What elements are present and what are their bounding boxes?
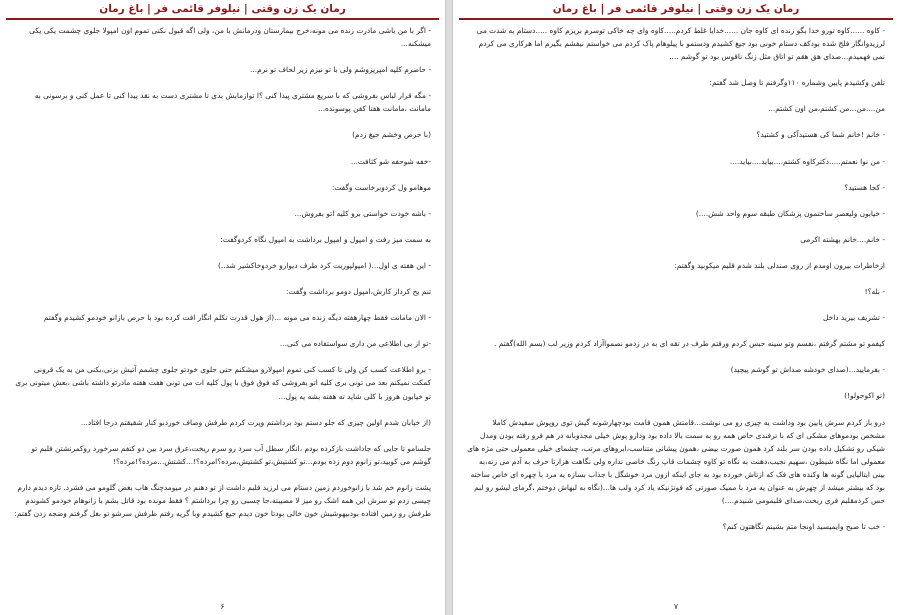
paragraph: - مگه قرار لباس بفروشی که با سریع مشتری پیدا کنی ؟ا توازمایش بدی تا مشتری دست به نقد پیدا کنی تا عمل کنی و برسونی به مامانت ،مامانت هفتا کفن پوسونده... [34, 91, 431, 114]
paragraph-gap [467, 324, 885, 337]
paragraph-gap [467, 168, 885, 181]
paragraph: (از خیابان شدم اولین چیزی که جلو دستم بود برداشتم وپرت کردم طرفش وصاف خوردبو کنار شقیقتم درجا افتاد... [80, 417, 431, 427]
paragraph-gap [467, 63, 885, 76]
paragraph: - الان مامانت فقط چهارهفته دیگه زنده می مونه ...(از هول قدرت تکلم انگار افت کرده بود با حرص بازانو خودمو کشیدم وگفتم [43, 313, 431, 323]
paragraph-gap [14, 220, 431, 233]
header-rule [459, 18, 893, 20]
paragraph-gap [14, 298, 431, 311]
paragraph: ازخاطرات بیرون اومدم از روی صندلی بلند شدم قلبم میکوبید وگفتم: [674, 260, 885, 270]
page-header: رمان یک زن وقتی | نیلوفر قائمی فر | باغ رمان [99, 3, 346, 15]
paragraph: -خفه شوحفه شو کثافت... [350, 156, 431, 166]
paragraph: - خانم !خانم شما کی هستیدآکی و کشتید؟ [756, 130, 885, 140]
paragraph: - من نوا نعمتم.....دکترکاوه کشتم....بیاید....بیاید.... [729, 156, 885, 166]
page-body [14, 24, 431, 591]
paragraph-gap [467, 89, 885, 102]
header-rule [6, 18, 439, 20]
paragraph-gap [14, 246, 431, 259]
paragraph: - تشریف بیرید داخل [823, 313, 885, 323]
paragraph-gap [14, 168, 431, 181]
document-page-left [0, 0, 446, 615]
paragraph-gap [467, 272, 885, 285]
paragraph-gap [14, 194, 431, 207]
paragraph: - باشه خودت خواستی برو کلیه اتو بفروش... [294, 208, 431, 218]
page-body [467, 24, 885, 591]
paragraph: کیفمو تو مشتم گرفتم ،نفسم وتو سینه حبس کردم ورفتم طرف در تقه ای به در زدمو نصمواآزاد کردم وزیر لب (بسم الله)گفتم . [494, 339, 885, 349]
paragraph: - خانم....خانم بهشته اکرمی [800, 234, 885, 244]
paragraph: جلسامو تا جایی که جاداشت بازکرده بودم ،انگار سطل آب سرد رو سرم ریخت،عرق سرد بین دو کتفم سرخورد روکمرنشتن قلبم تو گوشم می کوبید،تو زانوم دوم زده بودم...تو کشتیش،تو کشتیش،مرده؟امرده؟!...کشتش...مرده؟!مرده؟! [31, 443, 431, 466]
paragraph: - بفرمایید...(صدای خودشه صداش تو گوشم پیچید) [730, 365, 885, 375]
paragraph: موهامو ول کردوبرخاست وگفت: [331, 182, 431, 192]
paragraph-gap [14, 403, 431, 416]
paragraph-gap [14, 429, 431, 442]
paragraph-gap [14, 115, 431, 128]
paragraph-gap [467, 350, 885, 363]
paragraph: - اگر با من باشی مادرت زنده می مونه،خرج بیمارستان ودرمانش با من، ولی اگه قبول نکنی تموم اون امپولا جلوی چشمت یکی یکی میشکنه... [29, 26, 431, 49]
paragraph-gap [14, 468, 431, 481]
paragraph: درو باز کردم سرش پایین بود وداشت یه چیزی رو می نوشت...قامتش همون قامت بودچهارشونه گیش توی روپوش سفیدش کاملا مشخص بودموهای مشکی ای که با ترفندی خاص همه رو به سمت بالا داده بود ودارو پوش خیلی مجذوبانه در هم فرو رفته بودن ومدل شیکی رو تشکیل داده بودن سر بلند کرد همون صورت بیضی ،همون پیشانی متناسب،ابروهای مرتب، چشمای خیلی معمولی حتی مژه های معمولی اما نگاه شیطون ،سهیم نجیب،دهنت به نگاه تو کاوه چشمات قاپ رنگ خاصی نداره ولی نگاهت هزارتا حرف به آدم می زنه،به بینی ایتالیایی گونه ها وکنده های فک که ازتاش خورده بود به جای اینکه ازون مرد خوشگل با جذاب بسازه یه مرد با چهره ای خاص ساخته بود که بیشتر میشد از چهرش به عنوان یه مرد با ممیک صورتی که فوتژنیکه یاد کرد ولب ها...(نگاه به لبهاش دوختم ،گرمای لبشو رو لبم حس کردمقلبم فری ریخت،صدای قلبمومی شنیدم....) [467, 417, 885, 506]
paragraph: - حاضرم کلیه امپریزوشم ولی با تو نیزم زیر لحاف تو نرم... [250, 65, 431, 75]
paragraph: - کاوه ......کاوه تورو خدا یگو زنده ای کاوه جان ......خدایا غلط کردم.....کاوه وای چه خاکی توسرم بریزم کاوه .....دستام به شدت می لرزیدوانگار فلج شده بودکف دستام خونی بود جیغ کشیدم ودستمو با پیلوهام پاک کردم می خواستم نیفشم بگیرم اما هرکاری می کردم نمی فهمیدم...صدای هق هقم تو اتاق مثل زنگ ناقوس بود تو گوشم .... [476, 26, 885, 62]
paragraph-gap [467, 403, 885, 416]
paragraph-gap [14, 50, 431, 63]
paragraph: - برو اطلاعت کسب کن ولی تا کسب کنی تموم امپولارو میشکنم حتی جلوی خودتو جلوی چشمم آتیش بزنی،بکنی من به یک قرونی کمکت نمیکنم بعد می تونی بری کلیه اتو بفروشی که فوق فوق با پول کلیه ات می تونی هفت هفته مادرتو داشته باشی ،بعش میتونی بری تو خیابون هروز با کلی شاید ته هفته بشه یه پول... [15, 365, 431, 401]
paragraph: (با حرص وخشم جیغ زدم) [352, 130, 431, 140]
paragraph-gap [467, 376, 885, 389]
paragraph-gap [467, 220, 885, 233]
paragraph: - خب تا صبح وایمیسید اونجا متم بشینم نگاهتون کنم؟ [722, 522, 885, 532]
paragraph-gap [467, 246, 885, 259]
paragraph-gap [14, 76, 431, 89]
paragraph: پشت زانوم خم شد با زانوخوردم زمین دستام می لرزید قلبم داشت از تو دهنم در میومدچنگ هاب بغض گلومو می فشرد. تازه دیدم دارم چیسی زدم تو سرش این همه اشک رو میز لا مصیبته،جا چسبی رو چرا برداشتم ؟ فقط مونده بود قاتل بشم با زانوهام خودمو کشوندم طرفش رو زمین افتاده بودبیهوشیش خون خالی بودتا خون دیدم جیغ کشیدم وبا گریه رفتم طرفش سرشو تو بغل گرفتم وضجه زدن گفتم: [14, 482, 431, 519]
paragraph-gap [467, 298, 885, 311]
paragraph-gap [14, 324, 431, 337]
paragraph-gap [467, 194, 885, 207]
paragraph-gap [467, 142, 885, 155]
paragraph-gap [14, 272, 431, 285]
paragraph: -تو از بی اطلاعی من داری سواستفاده می کنی... [279, 339, 431, 349]
paragraph-gap [14, 142, 431, 155]
page-number: ۷ [673, 602, 679, 611]
document-page-right [452, 0, 899, 615]
page-header: رمان یک زن وقتی | نیلوفر قائمی فر | باغ رمان [552, 3, 800, 15]
paragraph: تلفن وکشیدم پایین وشماره ۱۱۰وگرفتم تا وصل شد گفتم: [709, 78, 885, 88]
paragraph: من....من...من کشتم،من اون کشتم... [768, 104, 885, 114]
page-number: ۶ [220, 602, 225, 611]
paragraph: - خیابون ولیعصر ساختمون پزشکان طبقه سوم واحد شش....) [695, 208, 885, 218]
paragraph: - بله؟! [864, 287, 885, 297]
paragraph-gap [467, 115, 885, 128]
paragraph: - این هفته ی اول...( امپولپوریت کرد طرف دیوارو خردوخاکشیر شد..) [218, 260, 431, 270]
paragraph-gap [14, 350, 431, 363]
paragraph: (تو اکوجولو!) [844, 391, 885, 401]
paragraph: تنم یخ کرداز کارش،امپول دومو برداشت وگفت: [286, 287, 431, 297]
paragraph-gap [467, 507, 885, 520]
paragraph: به سمت میز رفت و امپول و امپول برداشت به امپول نگاه کردوگفت: [220, 234, 431, 244]
paragraph: - کجا هستید؟ [844, 182, 885, 192]
